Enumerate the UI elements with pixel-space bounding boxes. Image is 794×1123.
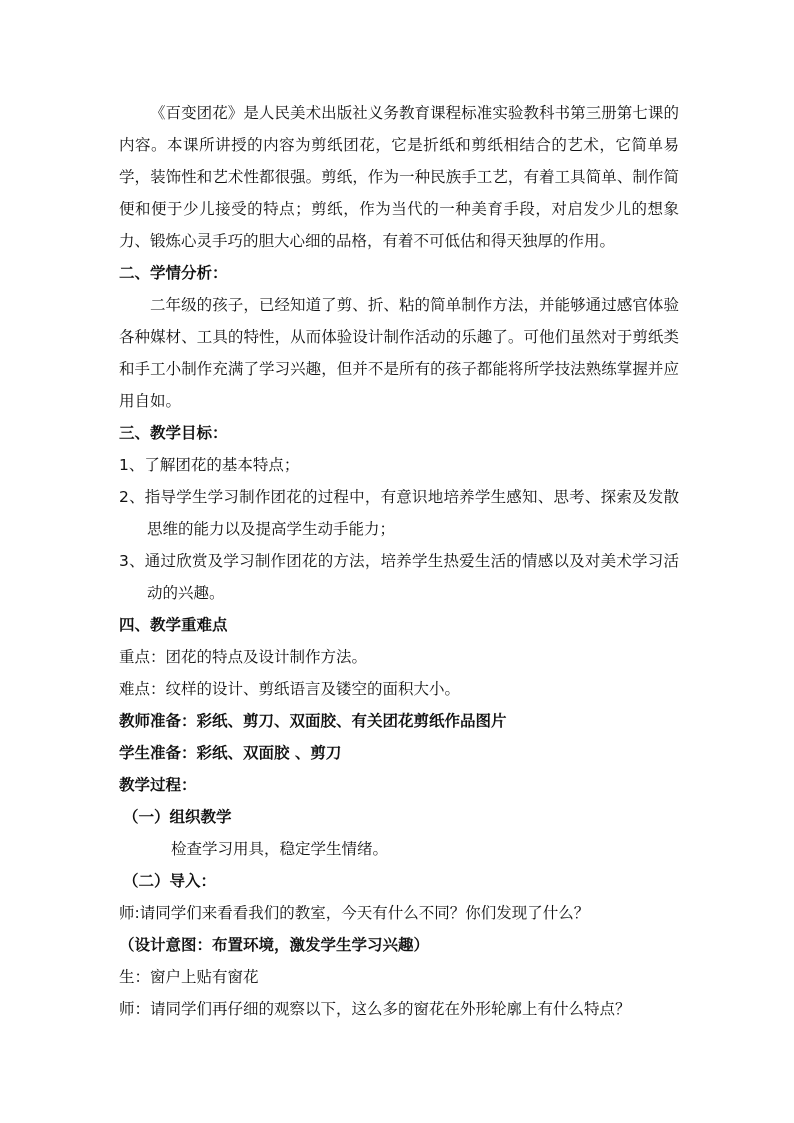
- section4-heading: 四、教学重难点: [119, 616, 228, 634]
- student-answer-1: 生：窗户上贴有窗花: [119, 968, 259, 986]
- section3-heading: 三、教学目标：: [119, 424, 228, 442]
- process-heading: 教学过程：: [119, 776, 197, 794]
- difficult-point: 难点：纹样的设计、剪纸语言及镂空的面积大小。: [119, 680, 461, 698]
- step2-heading: （二）导入：: [123, 872, 217, 890]
- teacher-question-1: 师:请同学们来看看我们的教室，今天有什么不同？你们发现了什么？: [119, 904, 590, 922]
- section2-heading: 二、学情分析：: [119, 264, 228, 282]
- document-body: [119, 97, 679, 1025]
- step1-heading: （一）组织教学: [123, 808, 232, 826]
- objective-item-1: 1、了解团花的基本特点；: [119, 456, 300, 474]
- objective-item-2: 2、指导学生学习制作团花的过程中，有意识地培养学生感知、思考、探索及发散思维的能力以及提高学生动手能力；: [119, 488, 679, 538]
- key-point: 重点：团花的特点及设计制作方法。: [119, 648, 368, 666]
- section2-paragraph: 二年级的孩子，已经知道了剪、折、粘的简单制作方法，并能够通过感官体验各种媒材、工具的特性，从而体验设计制作活动的乐趣了。可他们虽然对于剪纸类和手工小制作充满了学习兴趣，但并不是所有的孩子都能将所学技法熟练掌握并应用自如。: [119, 296, 679, 410]
- student-prep: 学生准备：彩纸、双面胶 、剪刀: [119, 744, 342, 762]
- objective-item-3: 3、通过欣赏及学习制作团花的方法，培养学生热爱生活的情感以及对美术学习活动的兴趣。: [119, 552, 679, 602]
- step1-body: 检查学习用具，稳定学生情绪。: [171, 840, 389, 858]
- design-intent: （设计意图：布置环境，激发学生学习兴趣）: [119, 936, 430, 954]
- intro-paragraph: 《百变团花》是人民美术出版社义务教育课程标准实验教科书第三册第七课的内容。本课所讲授的内容为剪纸团花，它是折纸和剪纸相结合的艺术，它简单易学，装饰性和艺术性都很强。剪纸，作为一种民族手工艺，有着工具简单、制作简便和便于少儿接受的特点；剪纸，作为当代的一种美育手段，对启发少儿的想象力、锻炼心灵手巧的胆大心细的品格，有着不可低估和得天独厚的作用。: [119, 104, 679, 250]
- teacher-question-2: 师：请同学们再仔细的观察以下，这么多的窗花在外形轮廓上有什么特点？: [119, 1000, 631, 1018]
- teacher-prep: 教师准备：彩纸、剪刀、双面胶、有关团花剪纸作品图片: [119, 712, 507, 730]
